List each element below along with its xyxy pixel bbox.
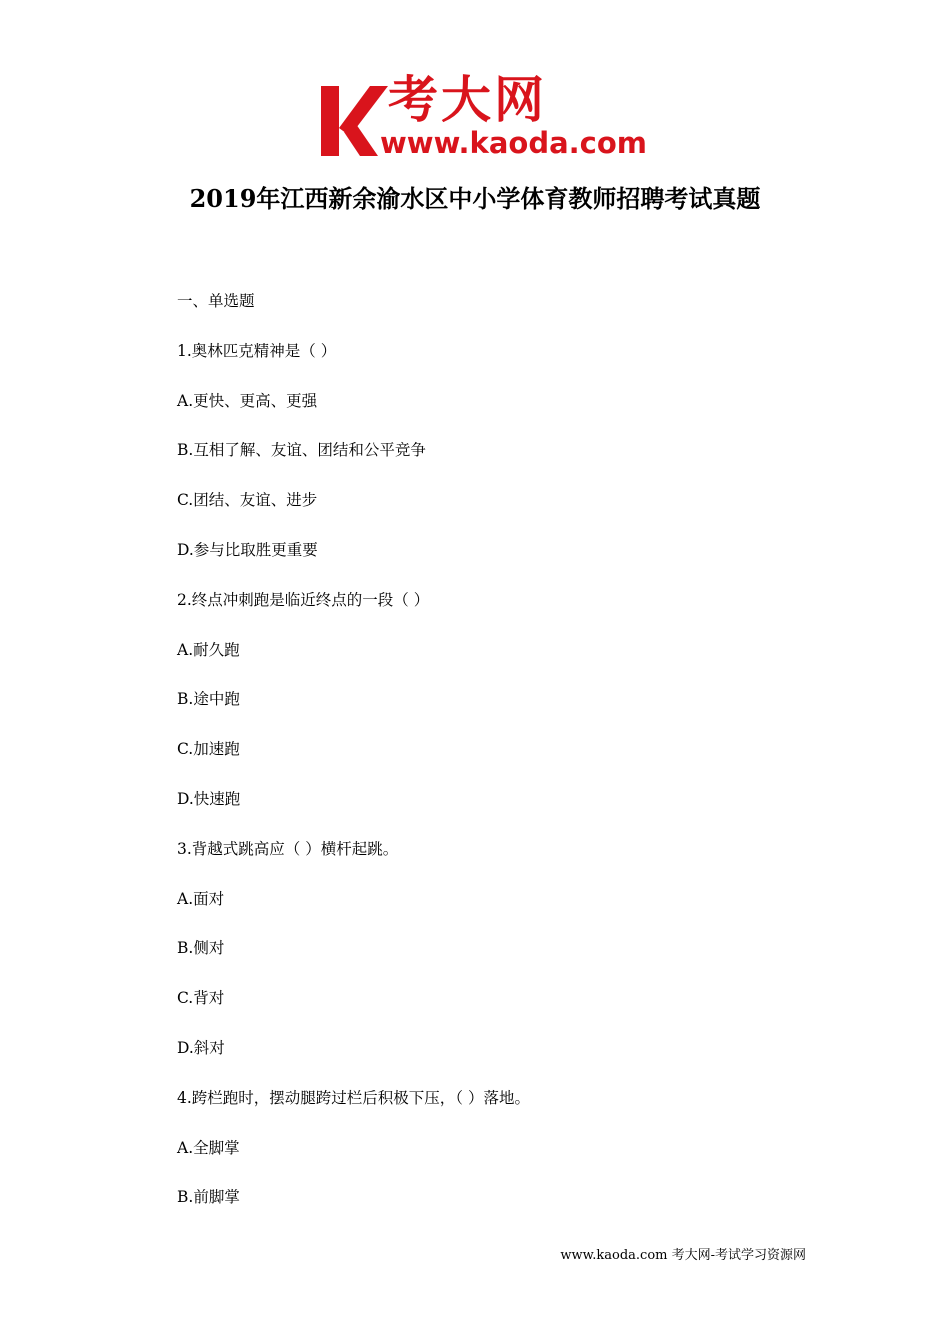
question-1-option-a: A.更快、更高、更强 bbox=[177, 391, 318, 410]
question-1-option-d: D.参与比取胜更重要 bbox=[177, 540, 318, 559]
logo-chinese-text: 考大网 bbox=[388, 71, 547, 129]
page-footer: www.kaoda.com 考大网-考试学习资源网 bbox=[560, 1248, 806, 1263]
k-logo-icon bbox=[318, 84, 388, 164]
question-1-option-b: B.互相了解、友谊、团结和公平竞争 bbox=[177, 441, 426, 460]
question-4: 4.跨栏跑时，摆动腿跨过栏后积极下压，（ ）落地。 bbox=[177, 1088, 530, 1107]
question-2-option-c: C.加速跑 bbox=[177, 740, 240, 759]
question-3-option-d: D.斜对 bbox=[177, 1038, 225, 1057]
question-3: 3.背越式跳高应（ ）横杆起跳。 bbox=[177, 839, 399, 858]
question-3-option-a: A.面对 bbox=[177, 889, 225, 908]
kaoda-logo bbox=[318, 71, 647, 162]
question-3-option-c: C.背对 bbox=[177, 989, 225, 1008]
logo-url-text: www.kaoda.com bbox=[380, 126, 647, 160]
question-2-option-d: D.快速跑 bbox=[177, 789, 241, 808]
question-2-option-b: B.途中跑 bbox=[177, 690, 240, 709]
section-heading: 一、单选题 bbox=[177, 292, 255, 310]
question-list bbox=[177, 287, 877, 1233]
question-1: 1.奥林匹克精神是（ ） bbox=[177, 341, 337, 360]
page-title: 2019年江西新余渝水区中小学体育教师招聘考试真题 bbox=[189, 184, 761, 213]
question-1-option-c: C.团结、友谊、进步 bbox=[177, 491, 318, 510]
question-4-option-a: A.全脚掌 bbox=[177, 1138, 240, 1157]
question-3-option-b: B.侧对 bbox=[177, 939, 225, 958]
question-2: 2.终点冲刺跑是临近终点的一段（ ） bbox=[177, 590, 430, 609]
question-2-option-a: A.耐久跑 bbox=[177, 640, 240, 659]
question-4-option-b: B.前脚掌 bbox=[177, 1188, 240, 1207]
